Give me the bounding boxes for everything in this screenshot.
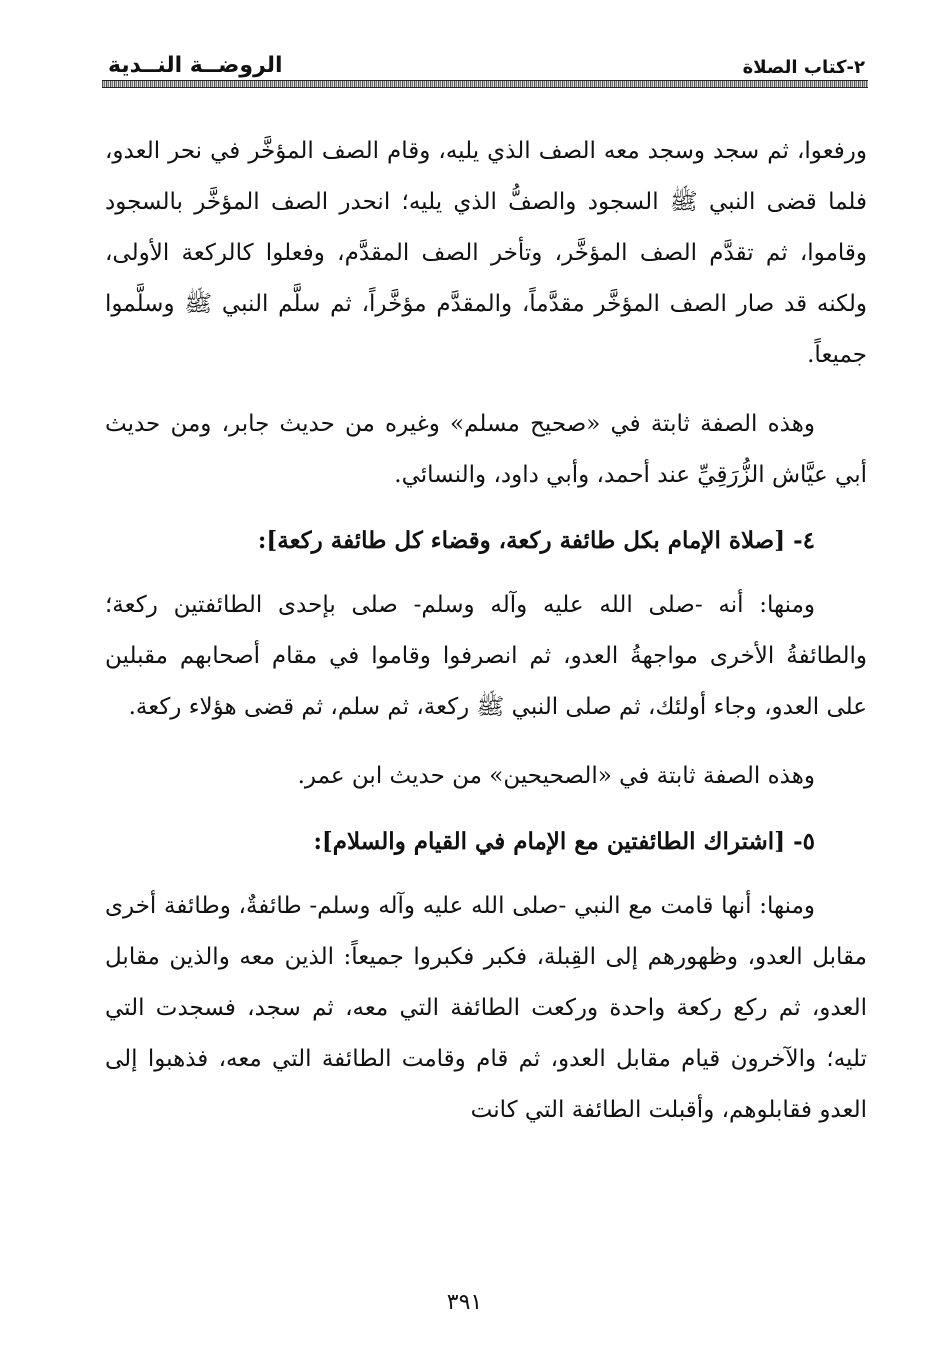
paragraph-1: ورفعوا، ثم سجد وسجد معه الصف الذي يليه، وقام الصف المؤخَّر في نحر العدو، فلما قضى النبي ﷺ السجود والصفُّ الذي يليه؛ انحدر الصف المؤخَّر بالسجود وقاموا، ثم تقدَّم الصف المؤخَّر، وتأخر الصف المقدَّم، وفعلوا كالركعة الأولى، ولكنه قد صار الصف المؤخَّر مقدَّماً، والمقدَّم مؤخَّراً، ثم سلَّم النبي ﷺ وسلَّموا جميعاً. [105, 138, 867, 368]
paragraph-3: ومنها: أنه -صلى الله عليه وآله وسلم- صلى بإحدى الطائفتين ركعة؛ والطائفةُ الأخرى مواجهةُ العدو، ثم انصرفوا وقاموا في مقام أصحابهم مقبلين على العدو، وجاء أولئك، ثم صلى النبي ﷺ ركعة، ثم سلم، ثم قضى هؤلاء ركعة. [105, 592, 867, 720]
book-title: الروضــة النــدية [108, 53, 283, 78]
paragraph-4: وهذه الصفة ثابتة في «الصحيحين» من حديث ابن عمر. [297, 763, 815, 789]
section-heading-4: ٤- [صلاة الإمام بكل طائفة ركعة، وقضاء كل طائفة ركعة]: [257, 527, 815, 554]
section-heading-5: ٥- [اشتراك الطائفتين مع الإمام في القيام والسلام]: [313, 828, 815, 855]
running-header [108, 38, 865, 78]
paragraph-5: ومنها: أنها قامت مع النبي -صلى الله عليه وآله وسلم- طائفةٌ، وطائفة أخرى مقابل العدو، وظهورهم إلى القِبلة، فكبر فكبروا جميعاً: الذين معه والذين مقابل العدو، ثم ركع ركعة واحدة وركعت الطائفة التي معه، ثم سجد، فسجدت التي تليه؛ والآخرون قيام مقابل العدو، ثم قام وقامت الطائفة التي معه، فذهبوا إلى العدو فقابلوهم، وأقبلت الطائفة التي كانت [105, 893, 867, 1123]
header-rule [102, 80, 868, 88]
paragraph-2: وهذه الصفة ثابتة في «صحيح مسلم» وغيره من حديث جابر، ومن حديث أبي عيَّاش الزُّرَقِيِّ عند أحمد، وأبي داود، والنسائي. [105, 411, 867, 488]
page-number: ٣٩١ [446, 1290, 483, 1315]
page-body [105, 126, 867, 1136]
chapter-title: ٢-كتاب الصلاة [742, 57, 865, 78]
